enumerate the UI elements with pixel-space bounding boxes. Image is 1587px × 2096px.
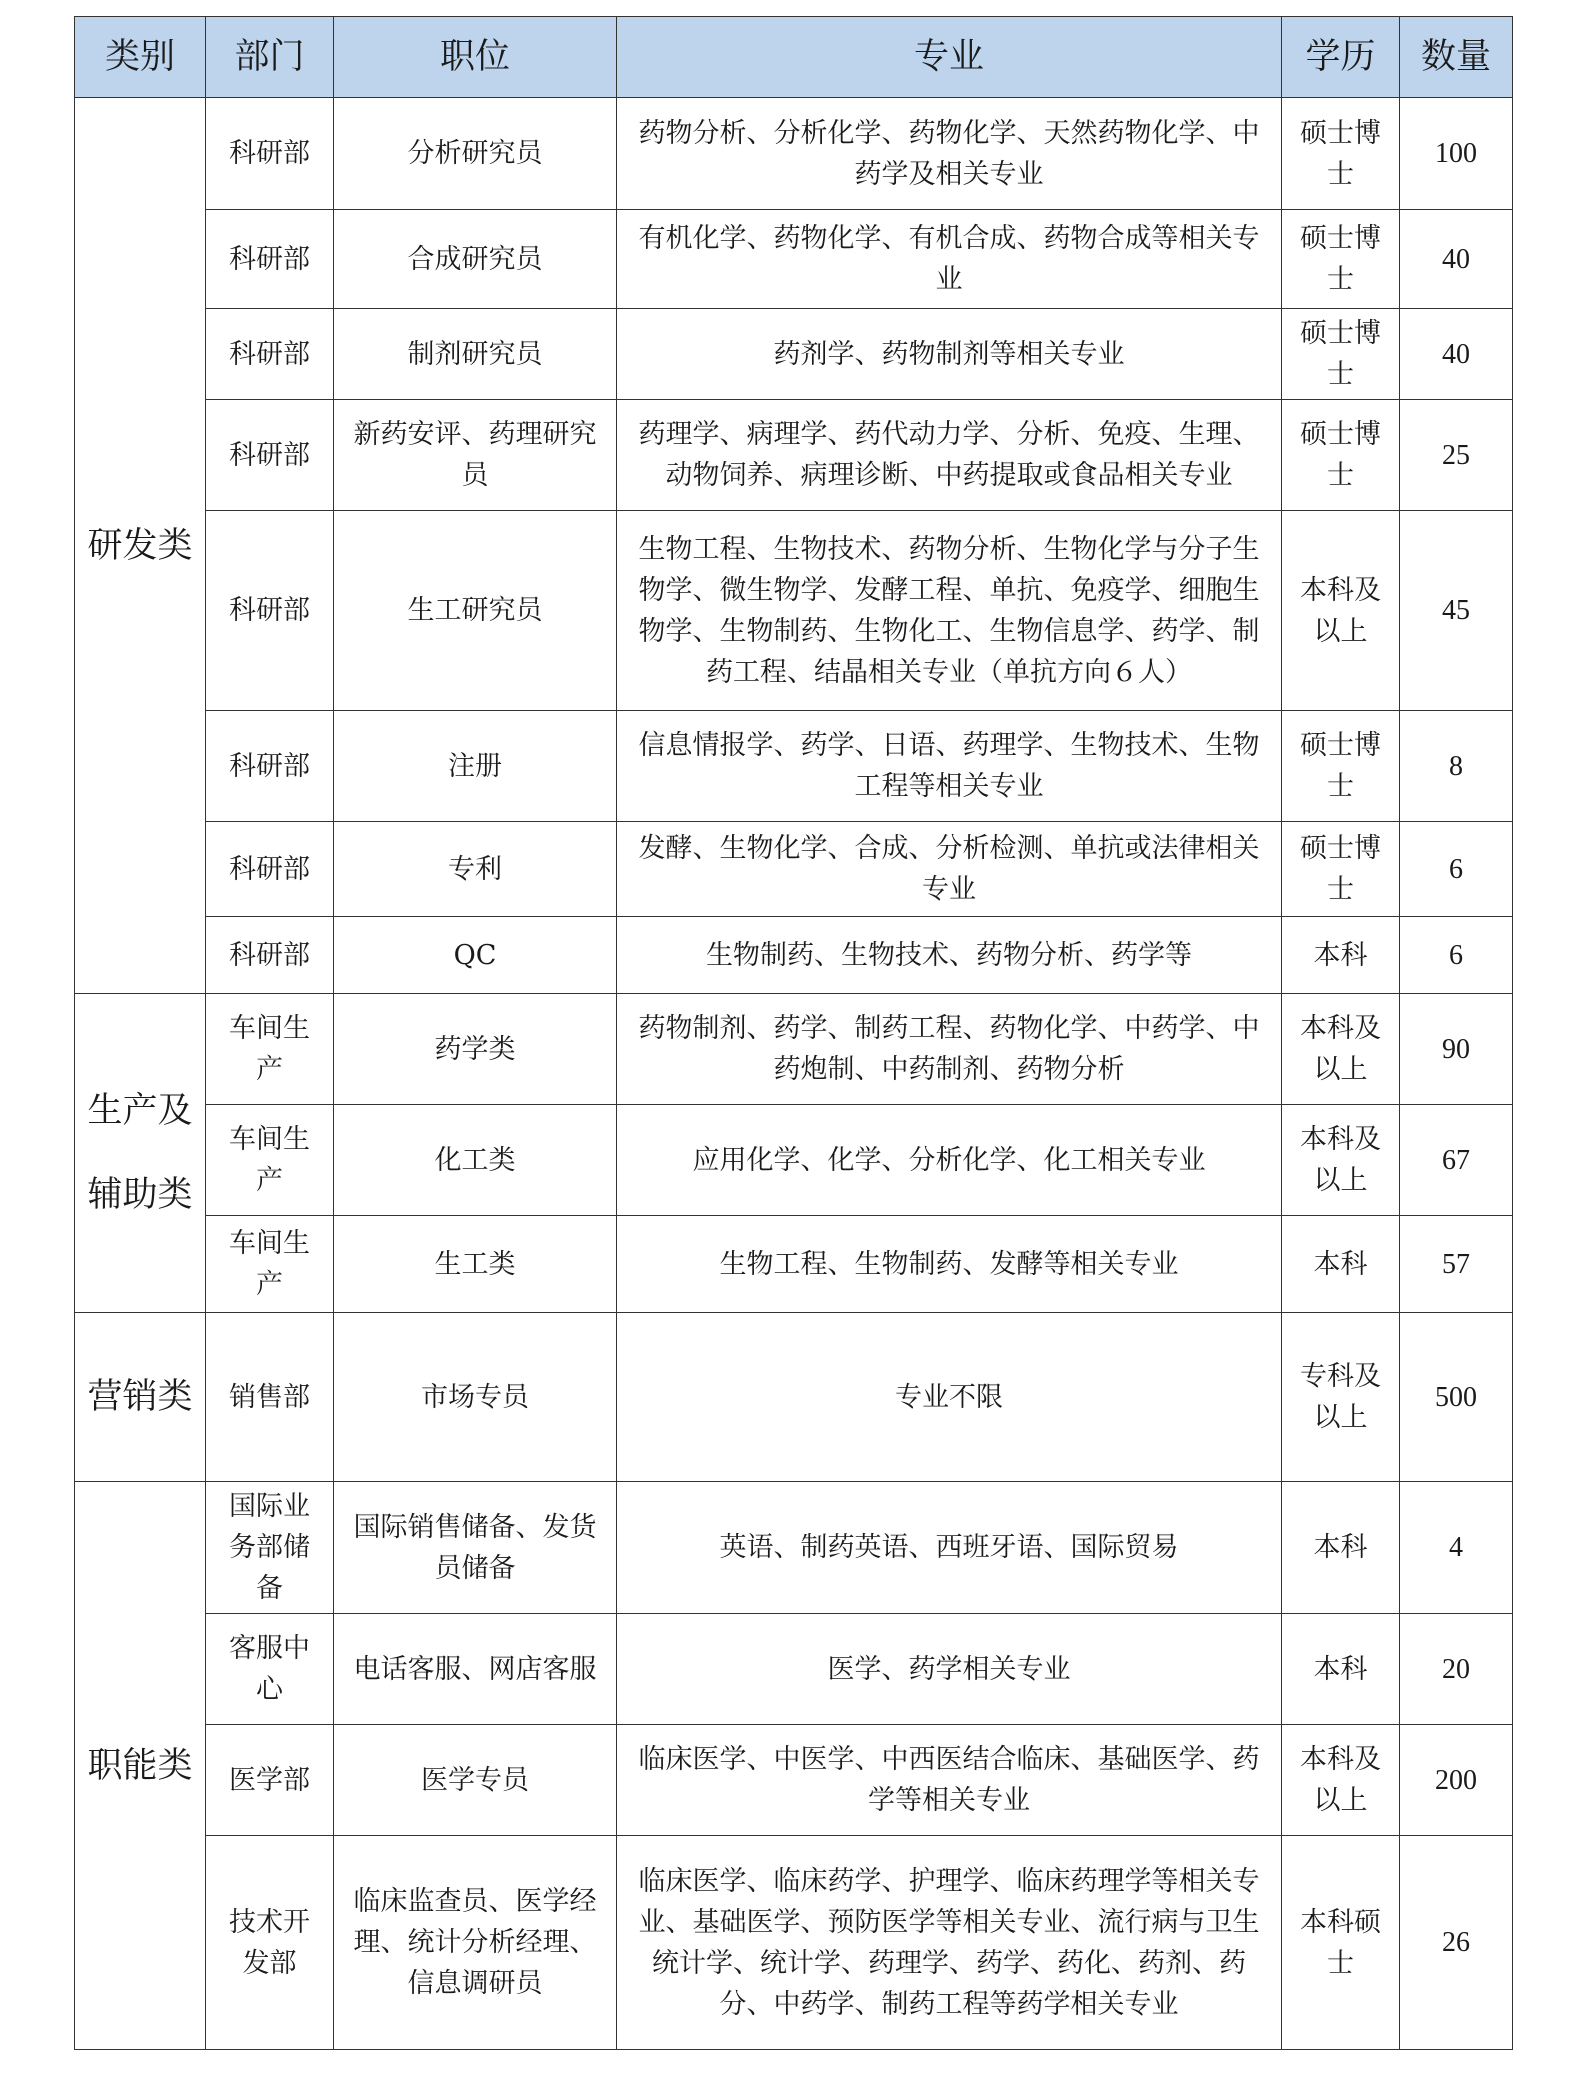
count-cell: 40 <box>1400 309 1513 400</box>
count-cell: 8 <box>1400 711 1513 822</box>
position-cell: 制剂研究员 <box>334 309 617 400</box>
major-cell: 药物分析、分析化学、药物化学、天然药物化学、中药学及相关专业 <box>617 98 1282 210</box>
table-row <box>75 1216 1513 1313</box>
table-row <box>75 1836 1513 2050</box>
table-row <box>75 1482 1513 1614</box>
position-cell: 合成研究员 <box>334 210 617 309</box>
count-cell: 100 <box>1400 98 1513 210</box>
department-cell: 客服中心 <box>206 1614 334 1725</box>
table-row <box>75 1313 1513 1482</box>
category-cell-marketing: 营销类 <box>75 1313 206 1482</box>
education-cell: 本科及以上 <box>1282 1105 1400 1216</box>
count-cell: 26 <box>1400 1836 1513 2050</box>
position-cell: 医学专员 <box>334 1725 617 1836</box>
major-cell: 药剂学、药物制剂等相关专业 <box>617 309 1282 400</box>
education-cell: 本科及以上 <box>1282 1725 1400 1836</box>
department-cell: 科研部 <box>206 98 334 210</box>
count-cell: 6 <box>1400 822 1513 917</box>
table-row <box>75 1614 1513 1725</box>
education-cell: 本科及以上 <box>1282 994 1400 1105</box>
major-cell: 应用化学、化学、分析化学、化工相关专业 <box>617 1105 1282 1216</box>
position-cell: 化工类 <box>334 1105 617 1216</box>
position-cell: 药学类 <box>334 994 617 1105</box>
header-major: 专业 <box>617 17 1282 98</box>
count-cell: 67 <box>1400 1105 1513 1216</box>
category-cell-rd: 研发类 <box>75 98 206 994</box>
department-cell: 科研部 <box>206 210 334 309</box>
major-cell: 专业不限 <box>617 1313 1282 1482</box>
header-count: 数量 <box>1400 17 1513 98</box>
table-row <box>75 511 1513 711</box>
count-cell: 57 <box>1400 1216 1513 1313</box>
count-cell: 200 <box>1400 1725 1513 1836</box>
recruitment-table-sheet <box>74 16 1512 2050</box>
position-cell: 临床监查员、医学经理、统计分析经理、信息调研员 <box>334 1836 617 2050</box>
major-cell: 发酵、生物化学、合成、分析检测、单抗或法律相关专业 <box>617 822 1282 917</box>
education-cell: 本科 <box>1282 1216 1400 1313</box>
department-cell: 科研部 <box>206 711 334 822</box>
education-cell: 本科 <box>1282 917 1400 994</box>
position-cell: 注册 <box>334 711 617 822</box>
education-cell: 硕士博士 <box>1282 711 1400 822</box>
major-cell: 信息情报学、药学、日语、药理学、生物技术、生物工程等相关专业 <box>617 711 1282 822</box>
header-position: 职位 <box>334 17 617 98</box>
table-row <box>75 1105 1513 1216</box>
department-cell: 车间生产 <box>206 1105 334 1216</box>
table-row <box>75 1725 1513 1836</box>
major-cell: 药物制剂、药学、制药工程、药物化学、中药学、中药炮制、中药制剂、药物分析 <box>617 994 1282 1105</box>
position-cell: 市场专员 <box>334 1313 617 1482</box>
position-cell: 生工类 <box>334 1216 617 1313</box>
position-cell: 电话客服、网店客服 <box>334 1614 617 1725</box>
count-cell: 4 <box>1400 1482 1513 1614</box>
header-department: 部门 <box>206 17 334 98</box>
position-cell: 国际销售储备、发货员储备 <box>334 1482 617 1614</box>
major-cell: 药理学、病理学、药代动力学、分析、免疫、生理、动物饲养、病理诊断、中药提取或食品相关专业 <box>617 400 1282 511</box>
major-cell: 临床医学、临床药学、护理学、临床药理学等相关专业、基础医学、预防医学等相关专业、流行病与卫生统计学、统计学、药理学、药学、药化、药剂、药分、中药学、制药工程等药学相关专业 <box>617 1836 1282 2050</box>
major-cell: 临床医学、中医学、中西医结合临床、基础医学、药学等相关专业 <box>617 1725 1282 1836</box>
education-cell: 本科 <box>1282 1614 1400 1725</box>
department-cell: 车间生产 <box>206 994 334 1105</box>
education-cell: 本科 <box>1282 1482 1400 1614</box>
count-cell: 6 <box>1400 917 1513 994</box>
count-cell: 40 <box>1400 210 1513 309</box>
table-row <box>75 994 1513 1105</box>
education-cell: 硕士博士 <box>1282 98 1400 210</box>
education-cell: 专科及以上 <box>1282 1313 1400 1482</box>
department-cell: 科研部 <box>206 822 334 917</box>
table-row <box>75 822 1513 917</box>
table-row <box>75 309 1513 400</box>
count-cell: 45 <box>1400 511 1513 711</box>
department-cell: 医学部 <box>206 1725 334 1836</box>
count-cell: 20 <box>1400 1614 1513 1725</box>
department-cell: 销售部 <box>206 1313 334 1482</box>
position-cell: 专利 <box>334 822 617 917</box>
department-cell: 科研部 <box>206 917 334 994</box>
header-category: 类别 <box>75 17 206 98</box>
department-cell: 国际业务部储备 <box>206 1482 334 1614</box>
position-cell: QC <box>334 917 617 994</box>
count-cell: 90 <box>1400 994 1513 1105</box>
position-cell: 新药安评、药理研究员 <box>334 400 617 511</box>
major-cell: 生物工程、生物技术、药物分析、生物化学与分子生物学、微生物学、发酵工程、单抗、免疫学、细胞生物学、生物制药、生物化工、生物信息学、药学、制药工程、结晶相关专业（单抗方向６人） <box>617 511 1282 711</box>
table-row <box>75 98 1513 210</box>
category-cell-functional: 职能类 <box>75 1482 206 2050</box>
education-cell: 硕士博士 <box>1282 210 1400 309</box>
header-row <box>75 17 1513 98</box>
department-cell: 技术开发部 <box>206 1836 334 2050</box>
table-row <box>75 400 1513 511</box>
table-row <box>75 917 1513 994</box>
department-cell: 科研部 <box>206 309 334 400</box>
education-cell: 本科硕士 <box>1282 1836 1400 2050</box>
education-cell: 硕士博士 <box>1282 309 1400 400</box>
department-cell: 科研部 <box>206 511 334 711</box>
table-row <box>75 210 1513 309</box>
major-cell: 生物制药、生物技术、药物分析、药学等 <box>617 917 1282 994</box>
position-cell: 分析研究员 <box>334 98 617 210</box>
education-cell: 硕士博士 <box>1282 400 1400 511</box>
education-cell: 本科及以上 <box>1282 511 1400 711</box>
count-cell: 500 <box>1400 1313 1513 1482</box>
major-cell: 英语、制药英语、西班牙语、国际贸易 <box>617 1482 1282 1614</box>
department-cell: 科研部 <box>206 400 334 511</box>
count-cell: 25 <box>1400 400 1513 511</box>
department-cell: 车间生产 <box>206 1216 334 1313</box>
recruitment-table <box>74 16 1513 2050</box>
major-cell: 医学、药学相关专业 <box>617 1614 1282 1725</box>
major-cell: 生物工程、生物制药、发酵等相关专业 <box>617 1216 1282 1313</box>
position-cell: 生工研究员 <box>334 511 617 711</box>
table-row <box>75 711 1513 822</box>
header-education: 学历 <box>1282 17 1400 98</box>
major-cell: 有机化学、药物化学、有机合成、药物合成等相关专业 <box>617 210 1282 309</box>
category-cell-production: 生产及辅助类 <box>75 994 206 1313</box>
education-cell: 硕士博士 <box>1282 822 1400 917</box>
